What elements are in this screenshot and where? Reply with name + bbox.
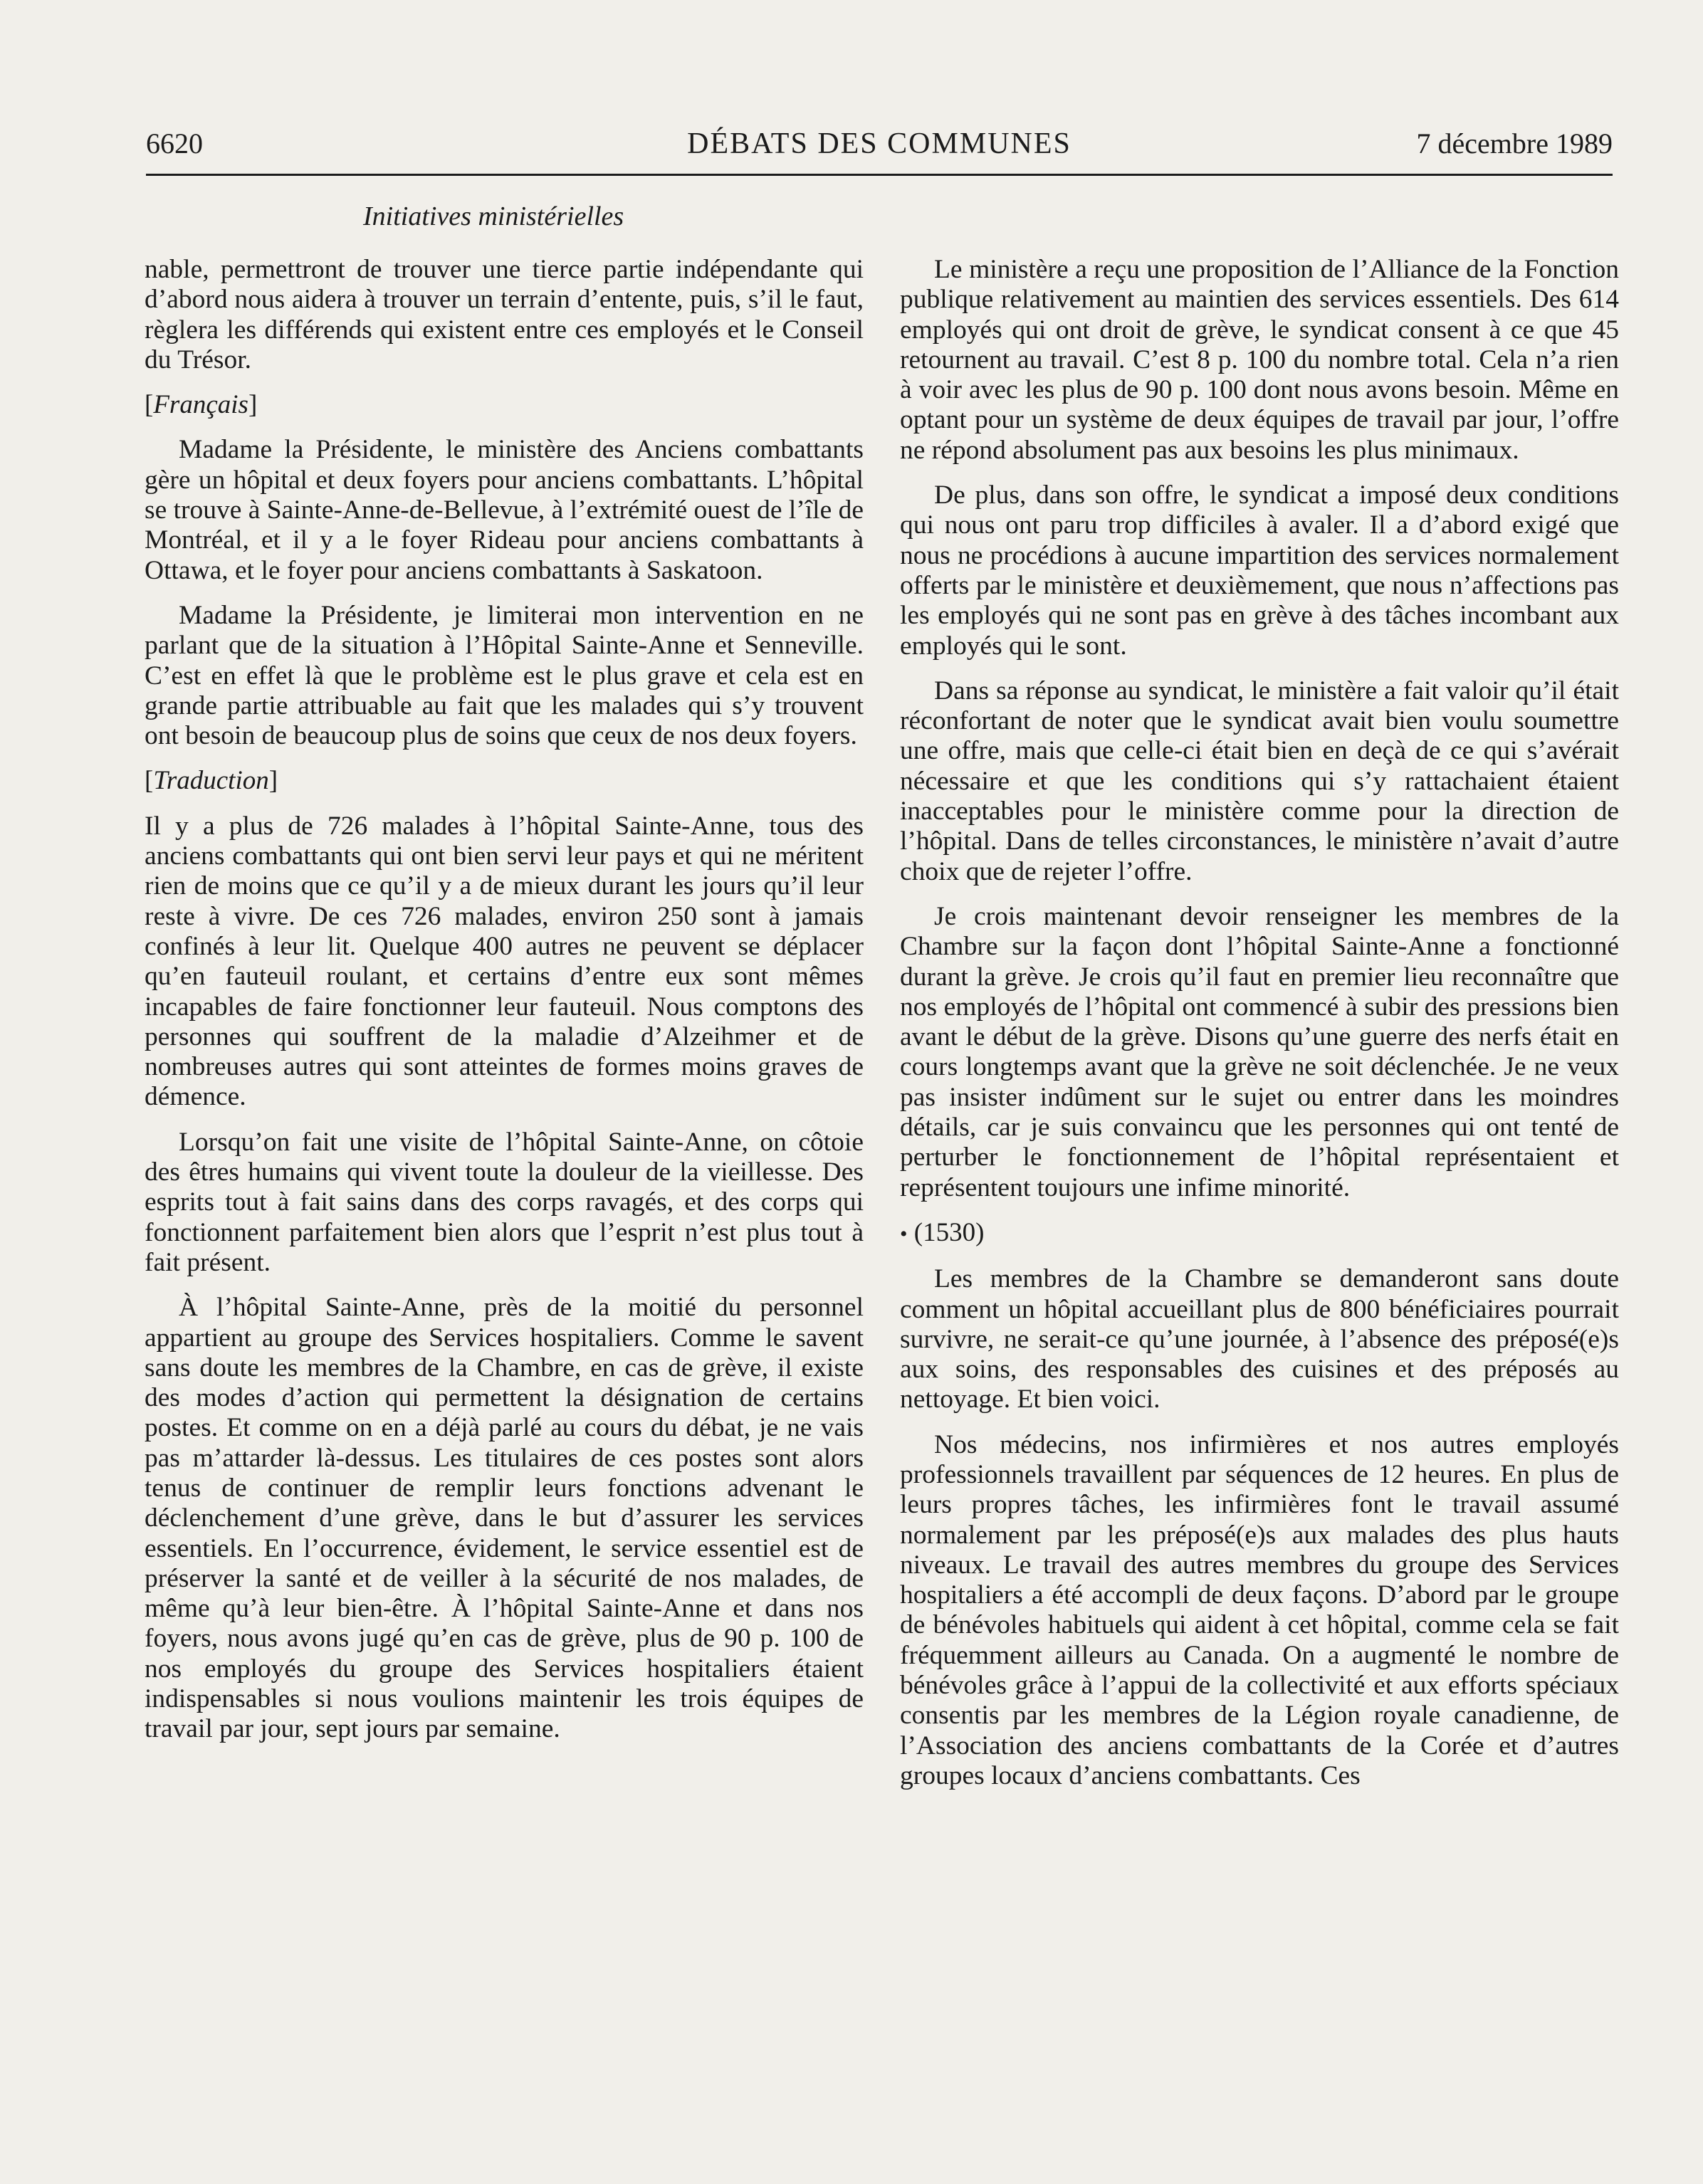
paragraph: Il y a plus de 726 malades à l’hôpital Sainte-Anne, tous des anciens combattants qui ont bien servi leur pays et qui ne méritent rien de moins que ce qu’il y a de mieux durant les jours qu’il leur reste à vivre. De ces 726 malades, environ 250 sont à jamais confinés à leur lit. Quelque 400 autres ne peuvent se déplacer qu’en fauteuil roulant, et certains d’entre eux sont mêmes incapables de faire fonctionner leur fauteuil. Nous comptons des personnes qui souffrent de la maladie d’Alzeihmer et de nombreuses autres qui sont atteintes de formes moins graves de démence. — [145, 811, 864, 1112]
publication-title: DÉBATS DES COMMUNES — [687, 127, 1071, 160]
paragraph: De plus, dans son offre, le syndicat a imposé deux conditions qui nous ont paru trop difficiles à avaler. Il a d’abord exigé que nous ne procédions à aucune impartition des services normalement offerts par le ministère et deuxièmement, que nous n’affections pas les employés qui ne sont pas en grève à des tâches incombant aux employés qui le sont. — [900, 481, 1619, 661]
page-header — [146, 127, 1613, 176]
right-column — [900, 255, 1619, 1806]
paragraph: Les membres de la Chambre se demanderont sans doute comment un hôpital accueillant plus de 800 bénéficiaires pourrait survivre, ne serait-ce qu’une journée, à l’absence des préposé(e)s aux soins, des responsables des cuisines et des préposés au nettoyage. Et bien voici. — [900, 1264, 1619, 1414]
time-marker — [900, 1218, 1619, 1249]
language-marker-traduction: [Traduction] — [145, 766, 278, 796]
paragraph: Nos médecins, nos infirmières et nos autres employés professionnels travaillent par séquences de 12 heures. En plus de leurs propres tâches, les infirmières font le travail assumé normalement par les préposé(e)s aux malades des plus hauts niveaux. Le travail des autres membres du groupe des Services hospitaliers a été accompli de deux façons. D’abord par le groupe de bénévoles habituels qui aident à cet hôpital, comme cela se fait fréquemment ailleurs au Canada. On a augmenté le nombre de bénévoles grâce à l’appui de la collectivité et aux efforts spéciaux consentis par les membres de la Légion royale canadienne, de l’Association des anciens combattants de la Corée et d’autres groupes locaux d’anciens combattants. Ces — [900, 1429, 1619, 1790]
paragraph: Lorsqu’on fait une visite de l’hôpital Sainte-Anne, on côtoie des êtres humains qui vivent toute la douleur de la vieillesse. Des esprits tout à fait sains dans des corps ravagés, et des corps qui fonctionnent parfaitement bien alors que l’esprit n’est plus tout à fait présent. — [145, 1127, 864, 1277]
page-date: 7 décembre 1989 — [1416, 127, 1613, 159]
language-marker-francais: [Français] — [145, 390, 258, 420]
paragraph: Madame la Présidente, je limiterai mon intervention en ne parlant que de la situation à l’Hôpital Sainte-Anne et Senneville. C’est en effet là que le problème est le plus grave et cela est en grande partie attribuable au fait que les malades qui s’y trouvent ont besoin de beaucoup plus de soins que ceux de nos deux foyers. — [145, 600, 864, 751]
time-marker-text: (1530) — [913, 1217, 985, 1247]
page-number: 6620 — [146, 127, 203, 159]
paragraph: nable, permettront de trouver une tierce partie indépendante qui d’abord nous aidera à trouver un terrain d’entente, puis, s’il le faut, règlera les différends qui existent entre ces employés et le Conseil du Trésor. — [145, 255, 864, 374]
bullet-icon: • — [900, 1222, 908, 1246]
paragraph: Madame la Présidente, le ministère des Anciens combattants gère un hôpital et deux foyers pour anciens combattants. L’hôpital se trouve à Sainte-Anne-de-Bellevue, à l’extrémité ouest de l’île de Montréal, et il y a le foyer Rideau pour anciens combattants à Ottawa, et le foyer pour anciens combattants à Saskatoon. — [145, 435, 864, 585]
paragraph: Dans sa réponse au syndicat, le ministère a fait valoir qu’il était réconfortant de noter que le syndicat avait bien voulu soumettre une offre, mais que celle-ci était bien en deçà de ce qui s’avérait nécessaire et que les conditions qui s’y rattachaient étaient inacceptables pour le ministère comme pour la direction de l’hôpital. Dans de telles circonstances, le ministère n’avait d’autre choix que de rejeter l’offre. — [900, 676, 1619, 886]
paragraph: Le ministère a reçu une proposition de l’Alliance de la Fonction publique relativement au maintien des services essentiels. Des 614 employés qui ont droit de grève, le syndicat consent à ce que 45 retournent au travail. C’est 8 p. 100 du nombre total. Cela n’a rien à voir avec les plus de 90 p. 100 dont nous avons besoin. Même en optant pour un système de deux équipes de travail par jour, l’offre ne répond absolument pas aux besoins les plus minimaux. — [900, 255, 1619, 465]
left-column — [145, 255, 864, 1760]
paragraph: Je crois maintenant devoir renseigner les membres de la Chambre sur la façon dont l’hôpital Sainte-Anne a fonctionné durant la grève. Je crois qu’il faut en premier lieu reconnaître que nos employés de l’hôpital ont commencé à subir des pressions bien avant le début de la grève. Disons qu’une guerre des nerfs était en cours longtemps avant que la grève ne soit déclenchée. Je ne veux pas insister indûment sur le sujet ou entrer dans les moindres détails, car je suis convaincu que les personnes qui ont tenté de perturber le fonctionnement de l’hôpital représentaient et représentent toujours une infime minorité. — [900, 901, 1619, 1202]
paragraph: À l’hôpital Sainte-Anne, près de la moitié du personnel appartient au groupe des Services hospitaliers. Comme le savent sans doute les membres de la Chambre, en cas de grève, il existe des modes d’action qui permettent la désignation de certains postes. Et comme on en a déjà parlé au cours du débat, je ne vais pas m’attarder là-dessus. Les titulaires de ces postes sont alors tenus de continuer de remplir leurs fonctions advenant le déclenchement d’une grève, dans le but d’assurer les services essentiels. En l’occurrence, évidement, le service essentiel est de préserver la santé et de veiller à la sécurité de nos malades, de même qu’à leur bien-être. À l’hôpital Sainte-Anne et dans nos foyers, nous avons jugé qu’en cas de grève, plus de 90 p. 100 de nos employés du groupe des Services hospitaliers étaient indispensables si nous voulions maintenir les trois équipes de travail par jour, sept jours par semaine. — [145, 1293, 864, 1744]
section-subheader: Initiatives ministérielles — [363, 201, 624, 231]
